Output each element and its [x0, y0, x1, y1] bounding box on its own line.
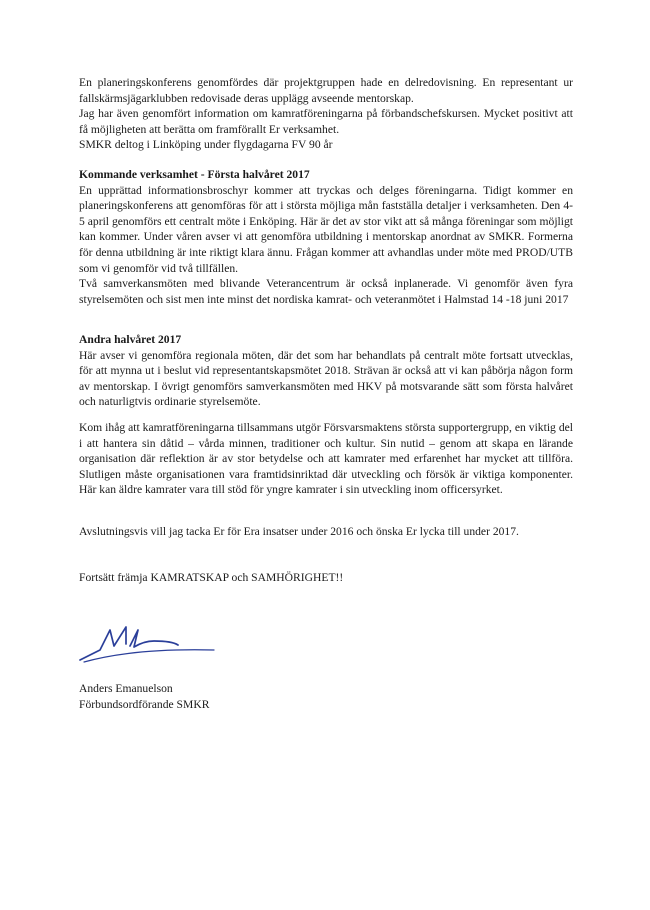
signature-block — [79, 681, 573, 712]
thanks-paragraph: Avslutningsvis vill jag tacka Er för Era insatser under 2016 och önska Er lycka till under 2017. — [79, 525, 519, 538]
section-heading: Kommande verksamhet - Första halvåret 2017 — [79, 168, 310, 181]
handwritten-signature — [74, 620, 224, 670]
section-first-half — [79, 167, 573, 307]
intro-paragraph-1: En planeringskonferens genomfördes där projektgruppen hade en delredovisning. En representant ur fallskärmsjägarklubben redovisade deras upplägg avseende mentorskap. — [79, 76, 573, 105]
slogan-block — [79, 570, 573, 586]
section-paragraph: Här avser vi genomföra regionala möten, där det som har behandlats på centralt möte fortsatt utvecklas, för att mynna ut i beslut vid representantskapsmötet 2018. Strävan är också att vi kan påbörja någon form av mentorskap. I övrigt genomförs samverkansmöten med HKV på motsvarande sätt som första halvåret och naturligtvis ordinarie styrelsemöte. — [79, 348, 573, 409]
intro-block — [79, 75, 573, 153]
signature-strokes — [80, 627, 214, 662]
slogan-line: Fortsätt främja KAMRATSKAP och SAMHÖRIGHET!! — [79, 571, 344, 584]
intro-paragraph-3: SMKR deltog i Linköping under flygdagarna FV 90 år — [79, 138, 333, 152]
section-paragraph: En upprättad informationsbroschyr kommer att tryckas och delges föreningarna. Tidigt kommer en planeringskonferens att genomföras för att i största möjliga mån fastställa detaljer i verksamheten. Den 4-5 april genomförs ett centralt möte i Enköping. Här är det av stor vikt att så många föreningar som möjligt kan kommer. Under våren avser vi att genomföra utbildning i mentorskap anordnat av SMKR. Formerna för denna utbildning är inte riktigt klara ännu. Frågan kommer att avhandlas under möte med PROD/UTB som vi genomför vid två tillfällen. — [79, 183, 573, 275]
section-paragraph: Två samverkansmöten med blivande Veterancentrum är också inplanerade. Vi genomför även fyra styrelsemöten och sist men inte minst det nordiska kamrat- och veteranmötet i Halmstad 14 -18 juni 2017 — [79, 277, 573, 306]
signatory-title: Förbundsordförande SMKR — [79, 697, 210, 711]
section-second-half — [79, 332, 573, 410]
intro-paragraph-2: Jag har även genomfört information om kamratföreningarna på förbandschefskursen. Mycket positivt att få möjligheten att berätta om framförallt Er verksamhet. — [79, 107, 573, 136]
thanks-block — [79, 524, 559, 540]
section-heading: Andra halvåret 2017 — [79, 333, 182, 346]
signatory-name: Anders Emanuelson — [79, 682, 173, 695]
closing-paragraph-block — [79, 420, 573, 498]
closing-paragraph: Kom ihåg att kamratföreningarna tillsammans utgör Försvarsmaktens största supportergrupp, en viktig del i att hantera sin dåtid – vårda minnen, traditioner och kultur. Sin nutid – genom att skapa en lärande organisation där reflektion är av stor betydelse och att kamrater med erfarenhet har mycket att tillföra. Slutligen måste organisationen vara framtidsinriktad där utveckling och försök är viktiga komponenter. Här kan äldre kamrater vara till stöd för yngre kamrater i sin utveckling inom officersyrket. — [79, 421, 573, 497]
